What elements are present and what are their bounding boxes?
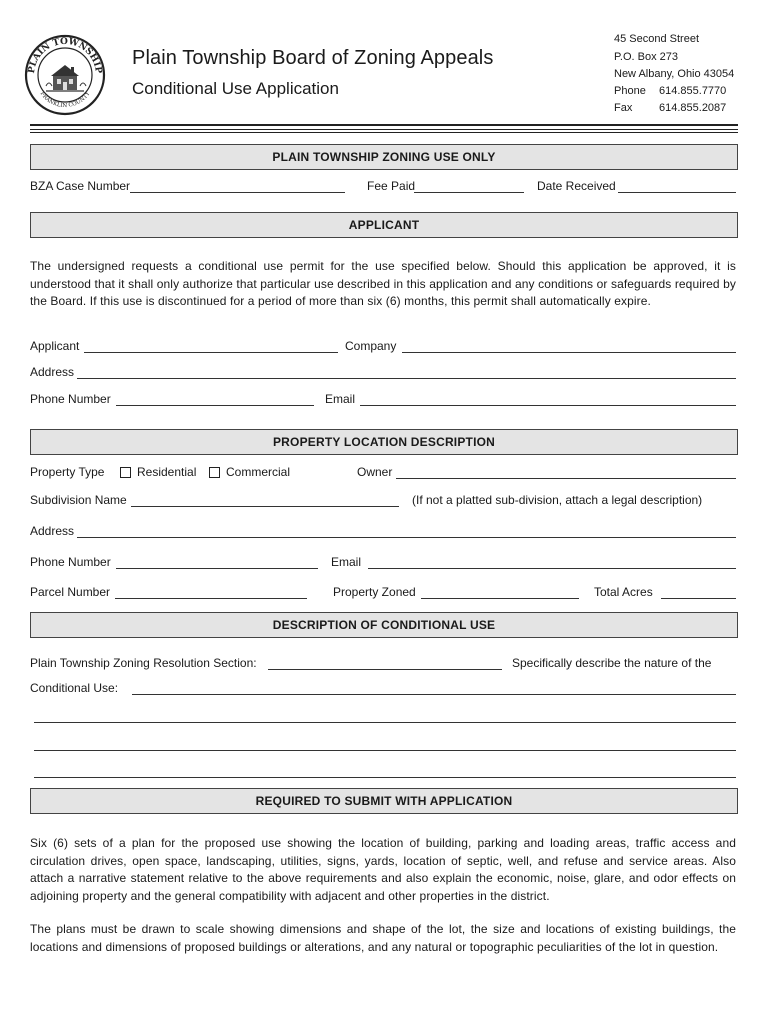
company-label: Company [345, 339, 397, 353]
property-email-field[interactable] [368, 568, 736, 569]
address-po-box: P.O. Box 273 [614, 51, 679, 63]
resolution-section-label: Plain Township Zoning Resolution Section: [30, 656, 257, 670]
date-received-field[interactable] [618, 192, 736, 193]
applicant-address-label: Address [30, 365, 75, 379]
applicant-email-field[interactable] [360, 405, 736, 406]
commercial-checkbox[interactable] [209, 467, 220, 478]
commercial-label: Commercial [226, 465, 291, 479]
fee-paid-label: Fee Paid [367, 179, 416, 193]
subdivision-name-label: Subdivision Name [30, 493, 127, 507]
required-paragraph-2: The plans must be drawn to scale showing dimensions and shape of the lot, the size and locations of existing buildings, the locations and dimensions of proposed buildings or alterations, and any natural or topographic peculiarities of the lot in question. [30, 922, 736, 954]
parcel-number-field[interactable] [115, 598, 307, 599]
fax-number: 614.855.2087 [659, 102, 727, 114]
section-required-heading: REQUIRED TO SUBMIT WITH APPLICATION [30, 788, 738, 814]
total-acres-label: Total Acres [594, 585, 653, 599]
subdivision-note: (If not a platted sub-division, attach a legal description) [412, 493, 703, 507]
property-type-label: Property Type [30, 465, 105, 479]
svg-text:FRANKLIN COUNTY [39, 91, 92, 109]
property-phone-field[interactable] [116, 568, 318, 569]
header-rule [30, 129, 738, 130]
conditional-use-field-line-2[interactable] [34, 722, 736, 723]
section-applicant-heading: APPLICANT [30, 212, 738, 238]
header-rule-thick [30, 124, 738, 126]
township-seal-logo [24, 34, 106, 116]
conditional-use-label: Conditional Use: [30, 681, 119, 695]
property-zoned-field[interactable] [421, 598, 579, 599]
conditional-use-field-line-1[interactable] [132, 694, 736, 695]
required-paragraph-1: Six (6) sets of a plan for the proposed use showing the location of building, parking and loading areas, traffic access and circulation drives, open space, landscaping, utilities, signs, yards, location of septic, well, and refuse and service areas. Also attach a narrative statement relative to the above requirements and also explain the economic, noise, glare, and odor effects on adjoining property and the general compatibility with adjacent and other properties in the district. [30, 836, 736, 903]
owner-field[interactable] [396, 478, 736, 479]
date-received-label: Date Received [537, 179, 616, 193]
conditional-use-field-line-3[interactable] [34, 750, 736, 751]
applicant-statement: The undersigned requests a conditional use permit for the use specified below. Should this application be approved, it is understood that it shall only authorize that particular use described in this application and any conditions or safeguards required by the Board. If this use is discontinued for a period of more than six (6) months, this permit shall automatically expire. [30, 259, 736, 308]
property-phone-label: Phone Number [30, 555, 111, 569]
applicant-phone-label: Phone Number [30, 392, 111, 406]
section-conditional-use-heading: DESCRIPTION OF CONDITIONAL USE [30, 612, 738, 638]
address-city: New Albany, Ohio 43054 [614, 68, 735, 80]
seal-text-top: PLAIN TOWNSHIP [26, 36, 104, 75]
conditional-use-field-line-4[interactable] [34, 777, 736, 778]
residential-checkbox[interactable] [120, 467, 131, 478]
section-property-heading: PROPERTY LOCATION DESCRIPTION [30, 429, 738, 455]
seal-text-bottom: FRANKLIN COUNTY [38, 90, 92, 110]
form-subtitle: Conditional Use Application [132, 79, 339, 98]
bza-case-number-label: BZA Case Number [30, 179, 131, 193]
property-zoned-label: Property Zoned [333, 585, 416, 599]
bza-case-number-field[interactable] [130, 192, 345, 193]
applicant-field[interactable] [84, 352, 338, 353]
parcel-number-label: Parcel Number [30, 585, 111, 599]
phone-label: Phone [614, 85, 646, 97]
subdivision-name-field[interactable] [131, 506, 399, 507]
fee-paid-field[interactable] [414, 192, 524, 193]
property-address-label: Address [30, 524, 75, 538]
describe-nature-label: Specifically describe the nature of the [512, 656, 712, 670]
phone-number: 614.855.7770 [659, 85, 727, 97]
company-field[interactable] [402, 352, 736, 353]
applicant-phone-field[interactable] [116, 405, 314, 406]
applicant-address-field[interactable] [77, 378, 736, 379]
total-acres-field[interactable] [661, 598, 736, 599]
property-email-label: Email [331, 555, 362, 569]
form-title: Plain Township Board of Zoning Appeals [132, 47, 494, 69]
address-street: 45 Second Street [614, 33, 700, 45]
header-rule [30, 132, 738, 133]
property-address-field[interactable] [77, 537, 736, 538]
applicant-email-label: Email [325, 392, 356, 406]
section-office-use-heading: PLAIN TOWNSHIP ZONING USE ONLY [30, 144, 738, 170]
resolution-section-field[interactable] [268, 669, 502, 670]
owner-label: Owner [357, 465, 393, 479]
fax-label: Fax [614, 102, 633, 114]
applicant-label: Applicant [30, 339, 80, 353]
residential-label: Residential [137, 465, 197, 479]
